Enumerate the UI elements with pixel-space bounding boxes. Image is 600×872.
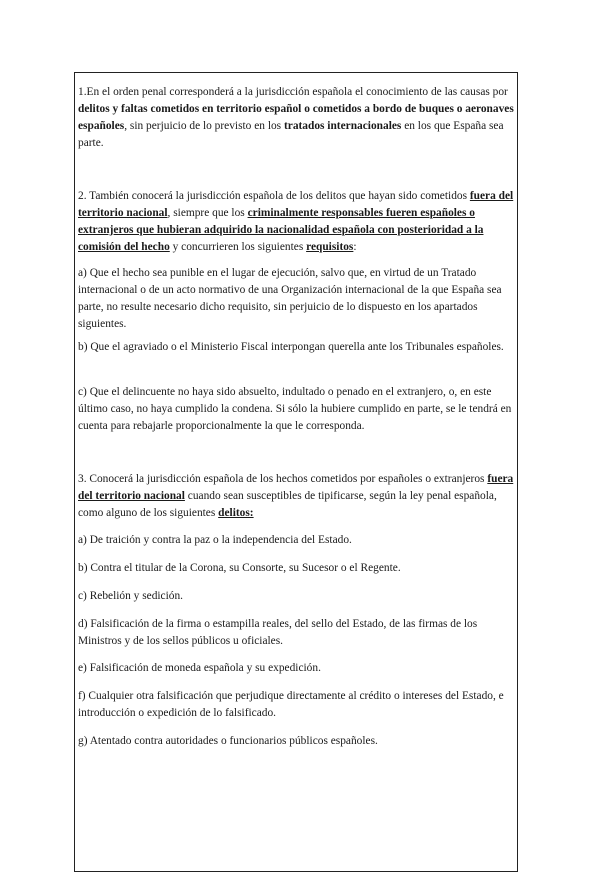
item-3f: f) Cualquier otra falsificación que perjudique directamente al crédito o intereses del Estado, e introducción o expedición de lo falsificado. (78, 690, 504, 719)
item-2a: a) Que el hecho sea punible en el lugar de ejecución, salvo que, en virtud de un Tratado internacional o de un acto normativo de una Organización internacional de la que España sea parte, no resulte necesario dicho requisito, sin perjuicio de lo dispuesto en los apartados siguientes. (78, 267, 502, 330)
item-3a: a) De traición y contra la paz o la independencia del Estado. (78, 534, 352, 546)
item-3e: e) Falsificación de moneda española y su expedición. (78, 662, 321, 674)
item-3c: c) Rebelión y sedición. (78, 590, 184, 602)
bold-underlined-text: requisitos (306, 241, 354, 253)
bold-underlined-text: fuera del territorio nacional (78, 473, 514, 502)
bold-text: delitos y faltas cometidos en territorio español o cometidos a bordo de buques o aeronaves españoles (78, 103, 514, 132)
text: , siempre que los (167, 207, 248, 219)
bold-text: tratados internacionales (283, 120, 402, 132)
text: , sin perjuicio de lo previsto en los (124, 120, 284, 132)
text: cuando sean susceptibles de tipificarse, según la ley penal española, como alguno de los siguientes (78, 490, 497, 519)
paragraph-3 (78, 471, 516, 522)
item-3d: d) Falsificación de la firma o estampilla reales, del sello del Estado, de las firmas de los Ministros y de los sellos públicos u oficiales. (78, 618, 478, 647)
item-3b: b) Contra el titular de la Corona, su Consorte, su Sucesor o el Regente. (78, 562, 401, 574)
text: en los que España sea parte. (78, 120, 504, 149)
text: : (353, 241, 357, 253)
text: 3. Conocerá la jurisdicción española de los hechos cometidos por españoles o extranjeros (78, 473, 488, 485)
item-3g: g) Atentado contra autoridades o funcionarios públicos españoles. (78, 735, 378, 747)
item-2c: c) Que el delincuente no haya sido absuelto, indultado o penado en el extranjero, o, en este último caso, no haya cumplido la condena. Si sólo la hubiere cumplido en parte, se le tendrá en cuenta para rebajarle proporcionalmente la que le corresponda. (78, 386, 512, 432)
bold-underlined-text: delitos: (218, 507, 254, 519)
bold-underlined-text: criminalmente responsables fueren españoles o extranjeros que hubieran adquirido la nacionalidad española con posterioridad a la comisión del hecho (78, 207, 484, 253)
item-2b: b) Que el agraviado o el Ministerio Fiscal interpongan querella ante los Tribunales españoles. (78, 341, 504, 353)
paragraph-2 (78, 188, 516, 256)
bold-underlined-text: fuera del territorio nacional (78, 190, 514, 219)
paragraph-1 (78, 84, 516, 152)
text: 2. También conocerá la jurisdicción española de los delitos que hayan sido cometidos (78, 190, 470, 202)
text: y concurrieren los siguientes (169, 241, 307, 253)
text: 1.En el orden penal corresponderá a la jurisdicción española el conocimiento de las causas por (78, 86, 508, 98)
